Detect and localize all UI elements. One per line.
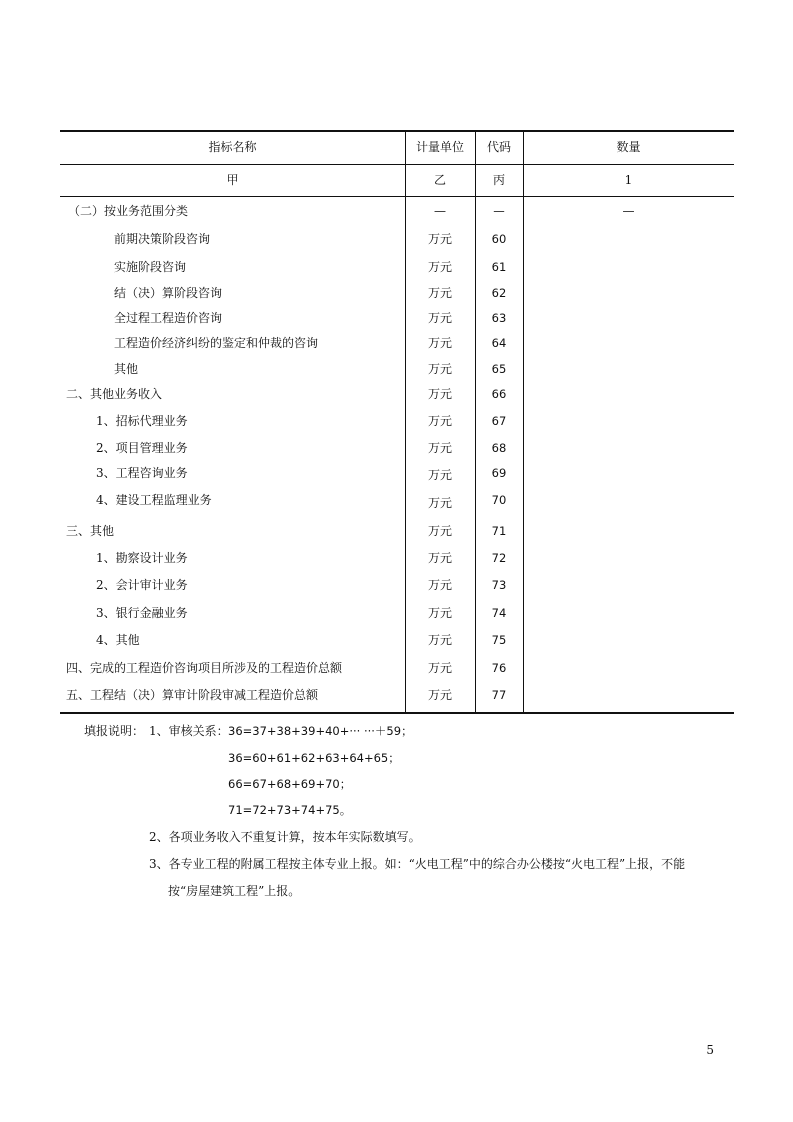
row-code: 60 bbox=[491, 232, 507, 246]
note-formula-2: 36=60+61+62+63+64+65； bbox=[228, 751, 400, 765]
row-code: — bbox=[493, 204, 505, 218]
row-unit: 万元 bbox=[427, 362, 452, 376]
row-code: 77 bbox=[491, 688, 507, 702]
page-number: 5 bbox=[706, 1043, 714, 1057]
row-unit: 万元 bbox=[427, 633, 452, 647]
row-code: 70 bbox=[491, 493, 507, 507]
row-name: 其他 bbox=[114, 362, 139, 376]
row-code: 61 bbox=[491, 260, 507, 274]
subheader-name: 甲 bbox=[226, 173, 239, 187]
row-quantity: — bbox=[622, 204, 635, 218]
subheader-divider bbox=[60, 196, 734, 197]
row-unit: 万元 bbox=[427, 441, 452, 455]
row-unit: 万元 bbox=[427, 551, 452, 565]
row-unit: 万元 bbox=[427, 496, 452, 510]
subheader-unit: 乙 bbox=[433, 173, 446, 187]
note-item2: 2、各项业务收入不重复计算，按本年实际数填写。 bbox=[149, 830, 421, 844]
row-name: 2、项目管理业务 bbox=[96, 441, 188, 455]
row-code: 67 bbox=[491, 414, 507, 428]
table-row bbox=[60, 633, 734, 647]
table-row bbox=[60, 466, 734, 480]
row-name: 四、完成的工程造价咨询项目所涉及的工程造价总额 bbox=[66, 661, 343, 675]
row-code: 75 bbox=[491, 633, 507, 647]
row-unit: 万元 bbox=[427, 661, 452, 675]
row-code: 65 bbox=[491, 362, 507, 376]
row-unit: 万元 bbox=[427, 387, 452, 401]
row-unit: 万元 bbox=[427, 260, 452, 274]
note-item3-line2: 按“房屋建筑工程”上报。 bbox=[168, 884, 301, 898]
header-quantity: 数量 bbox=[616, 140, 641, 154]
table-row bbox=[60, 260, 734, 274]
table-top-rule bbox=[60, 130, 734, 132]
row-name: 1、勘察设计业务 bbox=[96, 551, 188, 565]
subheader-code: 丙 bbox=[492, 173, 505, 187]
table-row bbox=[60, 441, 734, 455]
table-row bbox=[60, 578, 734, 592]
row-unit: 万元 bbox=[427, 311, 452, 325]
table-bottom-rule bbox=[60, 712, 734, 714]
table-row bbox=[60, 606, 734, 620]
header-code: 代码 bbox=[486, 140, 511, 154]
row-unit: — bbox=[434, 204, 446, 218]
row-code: 66 bbox=[491, 387, 507, 401]
row-code: 64 bbox=[491, 336, 507, 350]
table-row bbox=[60, 336, 734, 350]
row-code: 74 bbox=[491, 606, 507, 620]
row-code: 63 bbox=[491, 311, 507, 325]
row-name: 二、其他业务收入 bbox=[66, 387, 163, 401]
row-name: 前期决策阶段咨询 bbox=[114, 232, 211, 246]
row-unit: 万元 bbox=[427, 286, 452, 300]
row-name: 2、会计审计业务 bbox=[96, 578, 188, 592]
note-formula-1: 36=37+38+39+40+··· ···＋59； bbox=[228, 724, 413, 738]
note-formula-3: 66=67+68+69+70； bbox=[228, 777, 352, 791]
row-unit: 万元 bbox=[427, 578, 452, 592]
table-row bbox=[60, 387, 734, 401]
row-unit: 万元 bbox=[427, 232, 452, 246]
row-name: 3、银行金融业务 bbox=[96, 606, 188, 620]
notes-label: 填报说明： bbox=[84, 724, 145, 738]
row-code: 73 bbox=[491, 578, 507, 592]
note-item3-line1: 3、各专业工程的附属工程按主体专业上报。如：“火电工程”中的综合办公楼按“火电工程”上报，不能 bbox=[149, 857, 686, 871]
row-code: 62 bbox=[491, 286, 507, 300]
row-name: 4、建设工程监理业务 bbox=[96, 493, 212, 507]
row-unit: 万元 bbox=[427, 524, 452, 538]
header-indicator-name: 指标名称 bbox=[208, 140, 257, 154]
row-code: 69 bbox=[491, 466, 507, 480]
row-name: 3、工程咨询业务 bbox=[96, 466, 188, 480]
row-name: 三、其他 bbox=[66, 524, 115, 538]
row-name: 全过程工程造价咨询 bbox=[114, 311, 223, 325]
table-row bbox=[60, 493, 734, 510]
table-row bbox=[60, 414, 734, 428]
row-name: 实施阶段咨询 bbox=[114, 260, 187, 274]
table-row bbox=[60, 551, 734, 565]
row-code: 71 bbox=[491, 524, 507, 538]
row-unit: 万元 bbox=[427, 606, 452, 620]
table-row bbox=[60, 688, 734, 702]
table-row bbox=[60, 311, 734, 325]
row-unit: 万元 bbox=[427, 468, 452, 482]
row-unit: 万元 bbox=[427, 336, 452, 350]
row-name: 工程造价经济纠纷的鉴定和仲裁的咨询 bbox=[114, 336, 319, 350]
row-name: 五、工程结（决）算审计阶段审减工程造价总额 bbox=[66, 688, 319, 702]
table-row bbox=[60, 232, 734, 246]
row-name: 4、其他 bbox=[96, 633, 140, 647]
row-name: （二）按业务范围分类 bbox=[68, 204, 189, 218]
header-divider bbox=[60, 164, 734, 165]
header-unit: 计量单位 bbox=[415, 140, 464, 154]
row-unit: 万元 bbox=[427, 688, 452, 702]
subheader-quantity: 1 bbox=[624, 173, 633, 187]
row-code: 68 bbox=[491, 441, 507, 455]
table-row bbox=[60, 661, 734, 675]
row-name: 1、招标代理业务 bbox=[96, 414, 188, 428]
note-item1-prefix: 1、审核关系： bbox=[149, 724, 229, 738]
note-formula-4: 71=72+73+74+75。 bbox=[228, 803, 352, 817]
table-row bbox=[60, 524, 734, 538]
row-unit: 万元 bbox=[427, 414, 452, 428]
row-code: 72 bbox=[491, 551, 507, 565]
table-row bbox=[60, 362, 734, 376]
row-code: 76 bbox=[491, 661, 507, 675]
table-row bbox=[60, 204, 734, 218]
table-row bbox=[60, 286, 734, 300]
row-name: 结（决）算阶段咨询 bbox=[114, 286, 223, 300]
